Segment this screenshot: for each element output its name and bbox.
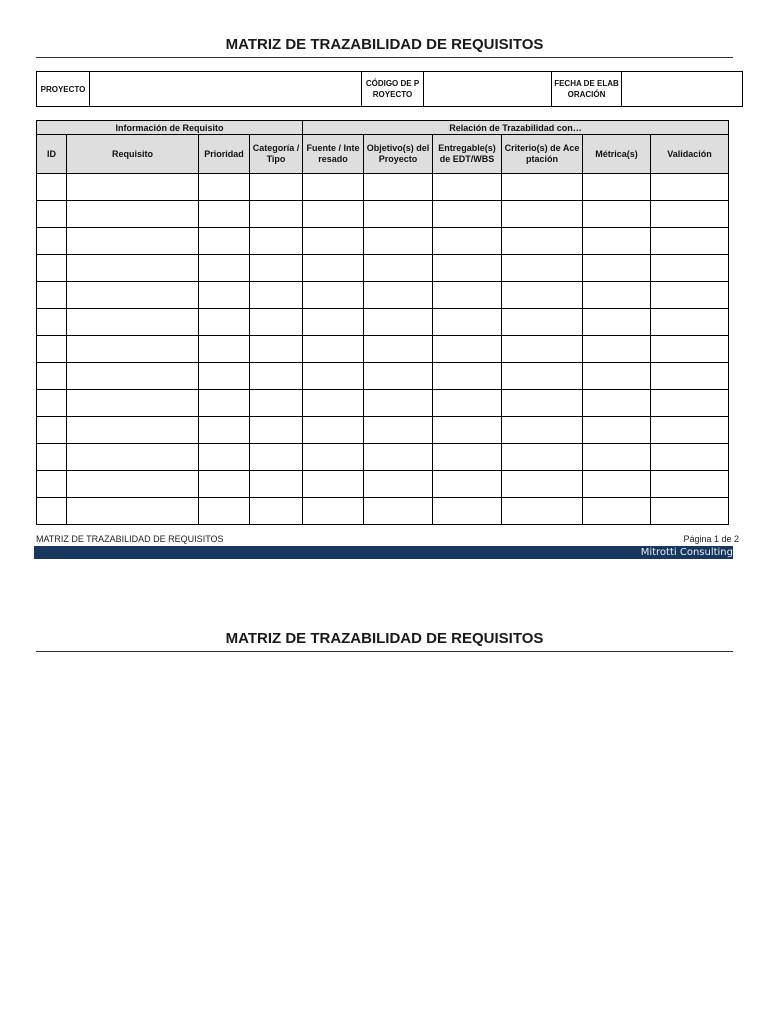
project-info-table: [36, 71, 743, 107]
table-cell-col-priority[interactable]: [199, 282, 250, 309]
column-header-col-source: Fuente / Interesado: [303, 135, 364, 174]
table-cell-col-acceptance[interactable]: [502, 309, 583, 336]
table-cell-col-validation[interactable]: [651, 282, 729, 309]
table-cell-col-metrics[interactable]: [583, 390, 651, 417]
table-cell-col-requirement[interactable]: [67, 228, 199, 255]
table-cell-col-id[interactable]: [37, 255, 67, 282]
table-cell-col-objectives[interactable]: [364, 417, 433, 444]
column-header-col-requirement: Requisito: [67, 135, 199, 174]
table-cell-col-validation[interactable]: [651, 417, 729, 444]
footer-bar: [34, 546, 733, 559]
table-cell-col-acceptance[interactable]: [502, 417, 583, 444]
table-cell-col-category[interactable]: [250, 336, 303, 363]
title-underline: [36, 57, 733, 58]
table-cell-col-source[interactable]: [303, 498, 364, 525]
column-header-col-id: ID: [37, 135, 67, 174]
table-cell-col-metrics[interactable]: [583, 417, 651, 444]
table-cell-col-category[interactable]: [250, 471, 303, 498]
table-cell-col-deliverables[interactable]: [433, 255, 502, 282]
table-cell-col-objectives[interactable]: [364, 444, 433, 471]
table-cell-col-id[interactable]: [37, 444, 67, 471]
table-cell-col-acceptance[interactable]: [502, 336, 583, 363]
table-cell-col-source[interactable]: [303, 471, 364, 498]
table-cell-col-requirement[interactable]: [67, 174, 199, 201]
table-row: [37, 444, 729, 471]
table-cell-col-source[interactable]: [303, 417, 364, 444]
table-cell-col-id[interactable]: [37, 309, 67, 336]
table-cell-col-deliverables[interactable]: [433, 336, 502, 363]
table-cell-col-source[interactable]: [303, 174, 364, 201]
table-cell-col-deliverables[interactable]: [433, 498, 502, 525]
table-cell-col-objectives[interactable]: [364, 471, 433, 498]
date-label: FECHA DE ELABORACIÓN: [552, 72, 622, 107]
table-cell-col-metrics[interactable]: [583, 363, 651, 390]
table-cell-col-priority[interactable]: [199, 471, 250, 498]
table-row: [37, 390, 729, 417]
table-cell-col-id[interactable]: [37, 336, 67, 363]
table-cell-col-validation[interactable]: [651, 390, 729, 417]
table-cell-col-requirement[interactable]: [67, 255, 199, 282]
table-cell-col-metrics[interactable]: [583, 336, 651, 363]
table-cell-col-requirement[interactable]: [67, 498, 199, 525]
table-cell-col-deliverables[interactable]: [433, 228, 502, 255]
table-cell-col-category[interactable]: [250, 255, 303, 282]
table-cell-col-acceptance[interactable]: [502, 228, 583, 255]
table-cell-col-metrics[interactable]: [583, 498, 651, 525]
table-cell-col-validation[interactable]: [651, 309, 729, 336]
table-cell-col-acceptance[interactable]: [502, 471, 583, 498]
table-cell-col-category[interactable]: [250, 417, 303, 444]
table-cell-col-source[interactable]: [303, 201, 364, 228]
table-cell-col-metrics[interactable]: [583, 471, 651, 498]
table-cell-col-source[interactable]: [303, 309, 364, 336]
table-cell-col-category[interactable]: [250, 174, 303, 201]
table-cell-col-requirement[interactable]: [67, 417, 199, 444]
table-cell-col-priority[interactable]: [199, 498, 250, 525]
table-cell-col-id[interactable]: [37, 201, 67, 228]
page-2-title-underline: [36, 651, 733, 652]
table-cell-col-acceptance[interactable]: [502, 282, 583, 309]
column-header-col-priority: Prioridad: [199, 135, 250, 174]
table-cell-col-deliverables[interactable]: [433, 363, 502, 390]
table-cell-col-objectives[interactable]: [364, 228, 433, 255]
table-cell-col-priority[interactable]: [199, 390, 250, 417]
table-row: [37, 417, 729, 444]
table-cell-col-validation[interactable]: [651, 471, 729, 498]
table-row: [37, 309, 729, 336]
table-cell-col-acceptance[interactable]: [502, 444, 583, 471]
table-cell-col-validation[interactable]: [651, 498, 729, 525]
table-cell-col-metrics[interactable]: [583, 309, 651, 336]
table-cell-col-deliverables[interactable]: [433, 390, 502, 417]
table-cell-col-priority[interactable]: [199, 255, 250, 282]
column-header-col-metrics: Métrica(s): [583, 135, 651, 174]
footer-document-title: MATRIZ DE TRAZABILIDAD DE REQUISITOS: [36, 534, 224, 544]
table-cell-col-category[interactable]: [250, 444, 303, 471]
table-row: [37, 498, 729, 525]
table-cell-col-requirement[interactable]: [67, 390, 199, 417]
table-cell-col-id[interactable]: [37, 417, 67, 444]
table-row: [37, 255, 729, 282]
table-cell-col-deliverables[interactable]: [433, 201, 502, 228]
table-row: [37, 336, 729, 363]
table-cell-col-priority[interactable]: [199, 336, 250, 363]
table-cell-col-deliverables[interactable]: [433, 174, 502, 201]
project-code-label: CÓDIGO DE PROYECTO: [362, 72, 424, 107]
table-cell-col-category[interactable]: [250, 228, 303, 255]
table-row: [37, 228, 729, 255]
footer-page-number: Página 1 de 2: [683, 534, 739, 544]
table-cell-col-priority[interactable]: [199, 309, 250, 336]
table-cell-col-id[interactable]: [37, 498, 67, 525]
table-cell-col-deliverables[interactable]: [433, 444, 502, 471]
group-header-requirement-info: Información de Requisito: [37, 121, 303, 135]
table-cell-col-source[interactable]: [303, 444, 364, 471]
table-cell-col-category[interactable]: [250, 282, 303, 309]
table-cell-col-requirement[interactable]: [67, 309, 199, 336]
table-cell-col-objectives[interactable]: [364, 201, 433, 228]
table-cell-col-source[interactable]: [303, 255, 364, 282]
column-header-col-deliverables: Entregable(s) de EDT/WBS: [433, 135, 502, 174]
date-field[interactable]: [622, 72, 743, 107]
table-row: [37, 363, 729, 390]
table-cell-col-source[interactable]: [303, 228, 364, 255]
table-cell-col-category[interactable]: [250, 498, 303, 525]
table-cell-col-deliverables[interactable]: [433, 309, 502, 336]
table-cell-col-validation[interactable]: [651, 255, 729, 282]
table-cell-col-priority[interactable]: [199, 444, 250, 471]
table-cell-col-acceptance[interactable]: [502, 390, 583, 417]
table-cell-col-objectives[interactable]: [364, 498, 433, 525]
table-cell-col-deliverables[interactable]: [433, 471, 502, 498]
table-cell-col-objectives[interactable]: [364, 309, 433, 336]
table-cell-col-requirement[interactable]: [67, 282, 199, 309]
table-cell-col-priority[interactable]: [199, 417, 250, 444]
table-cell-col-id[interactable]: [37, 471, 67, 498]
table-cell-col-id[interactable]: [37, 174, 67, 201]
table-cell-col-id[interactable]: [37, 390, 67, 417]
table-cell-col-validation[interactable]: [651, 201, 729, 228]
table-cell-col-objectives[interactable]: [364, 390, 433, 417]
table-row: [37, 201, 729, 228]
table-cell-col-requirement[interactable]: [67, 363, 199, 390]
table-cell-col-objectives[interactable]: [364, 336, 433, 363]
page-title: MATRIZ DE TRAZABILIDAD DE REQUISITOS: [225, 36, 544, 53]
table-cell-col-priority[interactable]: [199, 201, 250, 228]
column-header-col-validation: Validación: [651, 135, 729, 174]
table-cell-col-acceptance[interactable]: [502, 363, 583, 390]
table-cell-col-validation[interactable]: [651, 336, 729, 363]
traceability-matrix: [36, 120, 729, 525]
table-cell-col-deliverables[interactable]: [433, 282, 502, 309]
group-header-traceability: Relación de Trazabilidad con…: [303, 121, 729, 135]
column-header-col-objectives: Objetivo(s) del Proyecto: [364, 135, 433, 174]
table-cell-col-objectives[interactable]: [364, 255, 433, 282]
table-cell-col-id[interactable]: [37, 363, 67, 390]
table-cell-col-category[interactable]: [250, 201, 303, 228]
table-cell-col-priority[interactable]: [199, 174, 250, 201]
table-cell-col-category[interactable]: [250, 309, 303, 336]
table-cell-col-acceptance[interactable]: [502, 255, 583, 282]
table-cell-col-metrics[interactable]: [583, 228, 651, 255]
table-cell-col-validation[interactable]: [651, 228, 729, 255]
table-row: [37, 174, 729, 201]
table-cell-col-source[interactable]: [303, 363, 364, 390]
table-cell-col-priority[interactable]: [199, 363, 250, 390]
table-cell-col-metrics[interactable]: [583, 174, 651, 201]
table-cell-col-metrics[interactable]: [583, 282, 651, 309]
column-header-col-category: Categoría / Tipo: [250, 135, 303, 174]
table-cell-col-validation[interactable]: [651, 363, 729, 390]
table-cell-col-source[interactable]: [303, 282, 364, 309]
column-header-col-acceptance: Criterio(s) de Aceptación: [502, 135, 583, 174]
table-cell-col-deliverables[interactable]: [433, 417, 502, 444]
project-label: PROYECTO: [37, 72, 90, 107]
table-cell-col-priority[interactable]: [199, 228, 250, 255]
table-cell-col-requirement[interactable]: [67, 201, 199, 228]
table-cell-col-acceptance[interactable]: [502, 174, 583, 201]
table-cell-col-metrics[interactable]: [583, 255, 651, 282]
table-cell-col-category[interactable]: [250, 390, 303, 417]
project-value-field[interactable]: [90, 72, 362, 107]
table-cell-col-metrics[interactable]: [583, 201, 651, 228]
table-cell-col-objectives[interactable]: [364, 174, 433, 201]
table-row: [37, 471, 729, 498]
table-cell-col-validation[interactable]: [651, 444, 729, 471]
table-cell-col-validation[interactable]: [651, 174, 729, 201]
table-cell-col-requirement[interactable]: [67, 444, 199, 471]
table-cell-col-acceptance[interactable]: [502, 201, 583, 228]
table-cell-col-acceptance[interactable]: [502, 498, 583, 525]
table-cell-col-id[interactable]: [37, 282, 67, 309]
table-cell-col-id[interactable]: [37, 228, 67, 255]
table-cell-col-requirement[interactable]: [67, 336, 199, 363]
table-cell-col-category[interactable]: [250, 363, 303, 390]
page-2-title: MATRIZ DE TRAZABILIDAD DE REQUISITOS: [225, 630, 544, 647]
project-code-field[interactable]: [424, 72, 552, 107]
footer-company-name: Mitrotti Consulting: [640, 547, 733, 558]
table-cell-col-objectives[interactable]: [364, 363, 433, 390]
table-cell-col-source[interactable]: [303, 390, 364, 417]
table-cell-col-source[interactable]: [303, 336, 364, 363]
table-cell-col-metrics[interactable]: [583, 444, 651, 471]
table-cell-col-objectives[interactable]: [364, 282, 433, 309]
table-row: [37, 282, 729, 309]
table-cell-col-requirement[interactable]: [67, 471, 199, 498]
